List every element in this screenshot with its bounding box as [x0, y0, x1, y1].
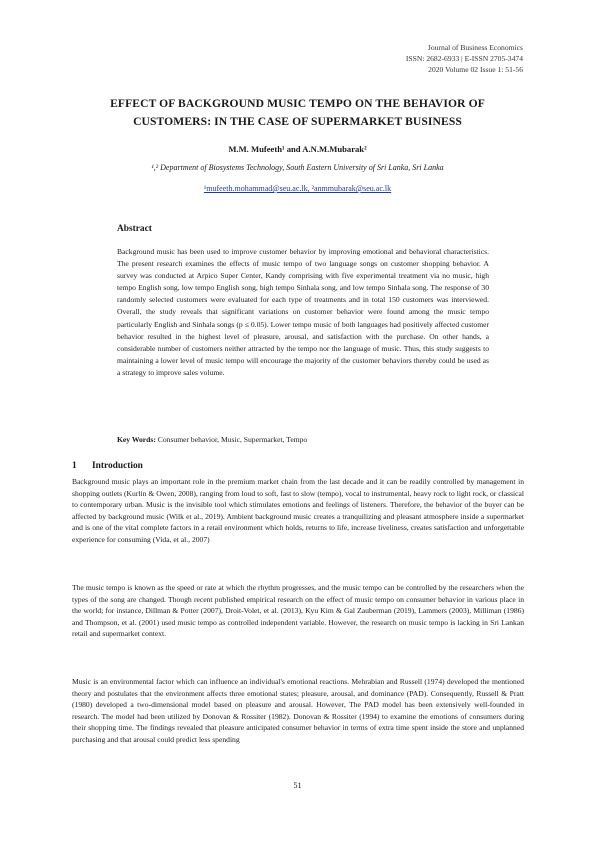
- keywords: [117, 435, 489, 444]
- journal-name: Journal of Business Economics: [427, 43, 523, 52]
- paragraph-3: Music is an environmental factor which can influence an individual's emotional reactions. Mehrabian and Russell (1974) developed the mentioned theory and postulates that the environment affects three emotional states; pleasure, arousal, and dominance (PAD). Consequently, Russell & Pratt (1980) developed a two-dimensional model based on pleasure and arousal. However, The PAD model has been extensively well-founded in research. The model had been utilized by Donovan & Rossiter (1982). Donovan & Rossiter (1994) to examine the emotions of consumers during their shopping time. The findings revealed that pleasure anticipated consumer behavior in terms of extra time spent inside the store and unplanned purchasing and that arousal could predict less spending: [72, 677, 524, 744]
- authors: M.M. Mufeeth¹ and A.N.M.Mubarak²: [228, 144, 367, 154]
- paragraph-2: The music tempo is known as the speed or rate at which the rhythm progresses, and the music tempo can be controlled by the researchers when the types of the song are changed. Though recent published empirical research on the effect of music tempo on consumer behavior in various place in the world; for instance, Dillman & Potter (2007), Droit-Volet, et al. (2013), Kyu Kim & Gal Zauberman (2019), Lammers (2003), Milliman (1986) and Thompson, et al. (2001) used music tempo as controlled independent variable. However, the research on music tempo is lacking in Sri Lankan retail and supermarket context.: [72, 583, 524, 639]
- keywords-label: Key Words:: [117, 435, 156, 444]
- abstract-body: Background music has been used to improve customer behavior by improving emotional and behavioral characteristics. The present research examines the effects of music tempo of two language songs on customer shopping behavior. A survey was conducted at Arpico Super Center, Kandy comprising with five experimental treatment via no music, high tempo English song, low tempo English song, high tempo Sinhala song, and low tempo Sinhala song. The response of 30 randomly selected customers were evaluated for each type of treatments and in total 150 customers was interviewed. Overall, the study reveals that significant variations on customer behavior were found among the music tempo particularly English and Sinhala songs (p ≤ 0.05). Lower tempo music of both languages had positively affected customer behavior resulted in the highest level of pleasure, arousal, and satisfaction with the purchase. On other hands, a considerable number of customers neither attracted by the tempo nor the language of music. Thus, this study suggests to maintaining a lower level of music tempo will encourage the majority of the customer behaviors thereby could be used as a strategy to improve sales volume.: [117, 247, 489, 377]
- paper-title: EFFECT OF BACKGROUND MUSIC TEMPO ON THE BEHAVIOR OF CUSTOMERS: IN THE CASE OF SUPERMARKET BUSINESS: [110, 97, 485, 128]
- journal-header: [323, 42, 523, 75]
- journal-volume: 2020 Volume 02 Issue 1: 51-56: [428, 65, 523, 74]
- section-heading-introduction: [72, 461, 143, 471]
- paragraph-1: Background music plays an important role in the premium market chain from the last decade and it can be readily controlled by management in shopping outlets (Kurlin & Owen, 2008), ranging from loud to soft, fast to slow (tempo), vocal to instrumental, heavy rock to light rock, or classical to contemporary urban. Music is the invisible tool which stimulates emotions and feelings of listeners. Therefore, the behavior of the buyer can be affected by background music (Wilk et al., 2019). Ambient background music creates a tranquilizing and pleasant atmosphere inside a supermarket and is one of the vital complete factors in a retail environment which holds, returns to life, increase liveliness, creates satisfaction and unforgettable experience for consuming (Vida, et al., 2007): [72, 477, 524, 544]
- page-number: 51: [293, 781, 302, 790]
- section-number: 1: [72, 461, 77, 471]
- abstract-heading: Abstract: [117, 224, 152, 234]
- section-title: Introduction: [92, 461, 143, 471]
- journal-issn: ISSN: 2682-6933 | E-ISSN 2705-3474: [405, 54, 523, 63]
- affiliation: ¹,² Department of Biosystems Technology, South Eastern University of Sri Lanka, Sri Lanka: [151, 163, 444, 172]
- author-emails-link[interactable]: ¹mufeeth.mohammad@seu.ac.lk, ²anmmubarak@seu.ac.lk: [203, 184, 392, 193]
- keywords-text: Consumer behavior, Music, Supermarket, Tempo: [157, 435, 308, 444]
